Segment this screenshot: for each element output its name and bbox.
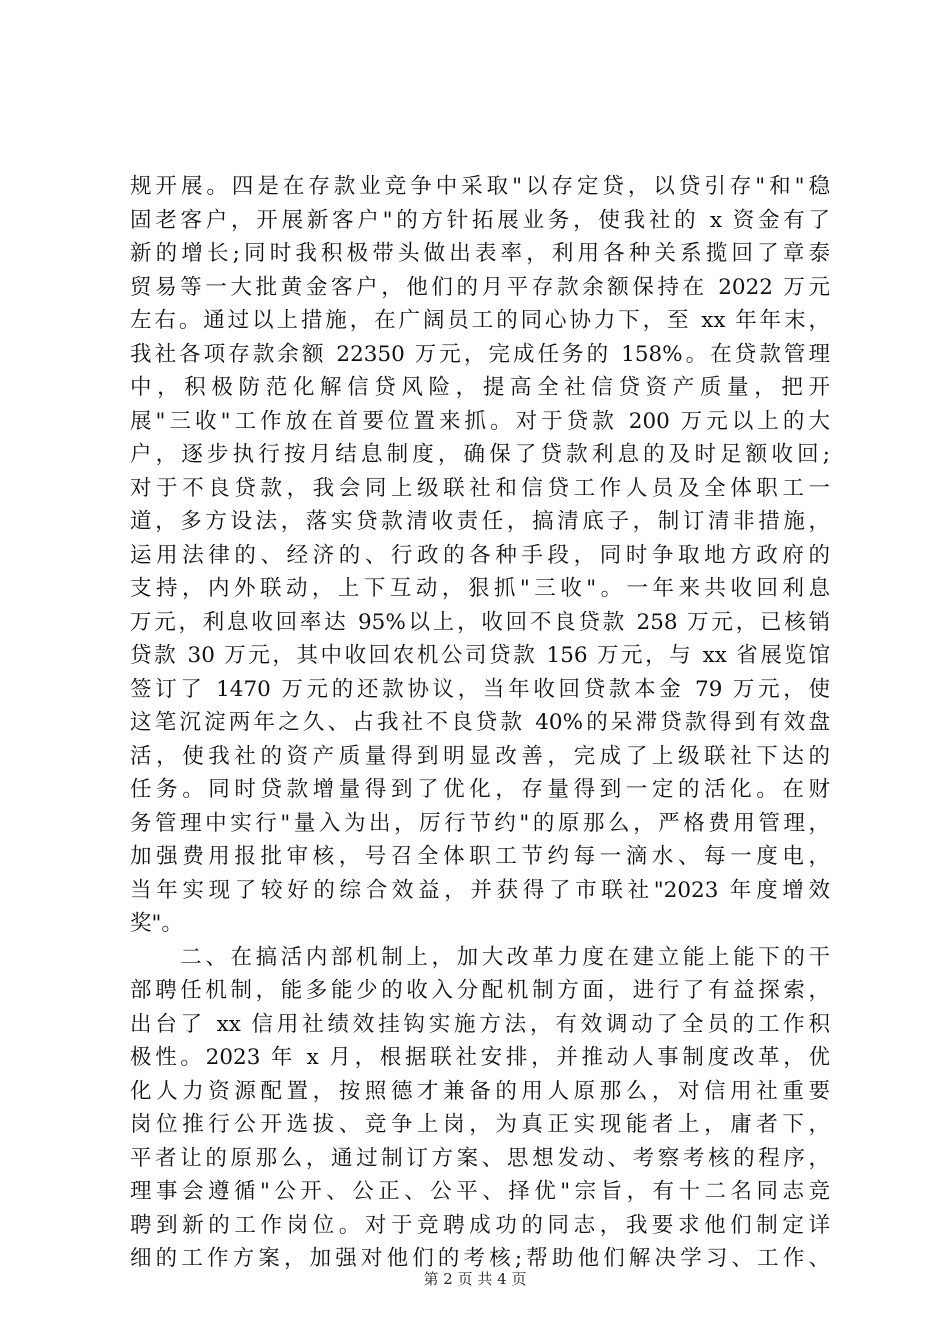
text-line: 二、在搞活内部机制上，加大改革力度在建立能上能下的干 <box>130 944 830 970</box>
text-line: 签订了 1470 万元的还款协议，当年收回贷款本金 79 万元，使 <box>130 676 830 702</box>
text-line: 细的工作方案，加强对他们的考核;帮助他们解决学习、工作、 <box>130 1246 830 1271</box>
text-line: 左右。通过以上措施，在广阔员工的同心协力下，至 xx 年年末， <box>130 308 830 333</box>
text-line: 固老客户，开展新客户"的方针拓展业务，使我社的 x 资金有了 <box>130 207 830 233</box>
text-line: 户，逐步执行按月结息制度，确保了贷款利息的及时足额收回; <box>130 442 830 467</box>
text-line: 中，积极防范化解信贷风险，提高全社信贷资产质量，把开 <box>130 375 830 400</box>
text-line: 部聘任机制，能多能少的收入分配机制方面，进行了有益探索， <box>130 978 830 1003</box>
text-line: 对于不良贷款，我会同上级联社和信贷工作人员及全体职工一 <box>130 475 830 501</box>
text-line: 这笔沉淀两年之久、占我社不良贷款 40%的呆滞贷款得到有效盘 <box>130 710 830 735</box>
text-line: 活，使我社的资产质量得到明显改善，完成了上级联社下达的 <box>130 743 830 769</box>
text-line: 岗位推行公开选拔、竞争上岗，为真正实现能者上，庸者下， <box>130 1112 830 1137</box>
text-line: 展"三收"工作放在首要位置来抓。对于贷款 200 万元以上的大 <box>130 408 830 434</box>
text-line: 加强费用报批审核，号召全体职工节约每一滴水、每一度电， <box>130 844 830 869</box>
text-line: 务管理中实行"量入为出，厉行节约"的原那么，严格费用管理， <box>130 810 830 836</box>
text-line: 奖"。 <box>130 911 183 936</box>
text-line: 支持，内外联动，上下互动，狠抓"三收"。一年来共收回利息 <box>130 576 830 601</box>
text-line: 我社各项存款余额 22350 万元，完成任务的 158%。在贷款管理 <box>130 341 830 367</box>
text-line: 贸易等一大批黄金客户，他们的月平存款余额保持在 2022 万元 <box>130 274 830 300</box>
text-line: 平者让的原那么，通过制订方案、思想发动、考察考核的程序， <box>130 1145 830 1171</box>
text-line: 万元，利息收回率达 95%以上，收回不良贷款 258 万元，已核销 <box>130 609 830 635</box>
page-footer: 第 2 页 共 4 页 <box>423 1270 527 1288</box>
text-line: 贷款 30 万元，其中收回农机公司贷款 156 万元，与 xx 省展览馆 <box>130 643 830 668</box>
text-line: 当年实现了较好的综合效益，并获得了市联社"2023 年度增效 <box>130 877 830 903</box>
text-line: 聘到新的工作岗位。对于竞聘成功的同志，我要求他们制定详 <box>130 1212 830 1238</box>
text-line: 规开展。四是在存款业竞争中采取"以存定贷，以贷引存"和"稳 <box>130 174 830 199</box>
text-line: 化人力资源配置，按照德才兼备的用人原那么，对信用社重要 <box>130 1078 830 1104</box>
text-line: 新的增长;同时我积极带头做出表率，利用各种关系揽回了章泰 <box>130 241 830 266</box>
text-line: 道，多方设法，落实贷款清收责任，搞清底子，制订清非措施， <box>130 509 830 534</box>
document-body <box>130 170 830 1276</box>
text-line: 理事会遵循"公开、公正、公平、择优"宗旨，有十二名同志竞 <box>130 1179 830 1204</box>
text-line: 运用法律的、经济的、行政的各种手段，同时争取地方政府的 <box>130 542 830 568</box>
text-line: 出台了 xx 信用社绩效挂钩实施方法，有效调动了全员的工作积 <box>130 1011 830 1037</box>
text-line: 任务。同时贷款增量得到了优化，存量得到一定的活化。在财 <box>130 777 830 802</box>
text-line: 极性。2023 年 x 月，根据联社安排，并推动人事制度改革，优 <box>130 1045 830 1070</box>
